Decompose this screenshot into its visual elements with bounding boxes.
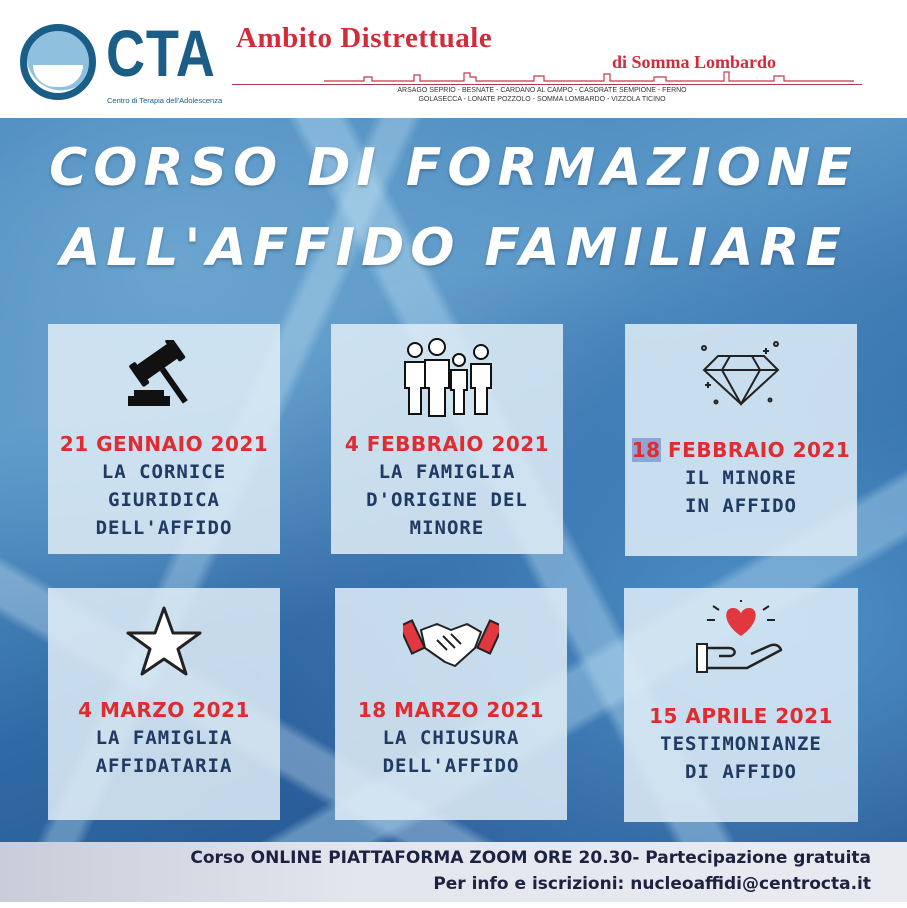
cta-logo-text: CTA [106, 16, 216, 90]
cta-logo [18, 16, 223, 113]
cta-circle-icon [20, 24, 96, 100]
session-topic [48, 724, 280, 780]
session-topic-line: GIURIDICA [108, 489, 220, 511]
session-topic-line: AFFIDATARIA [95, 755, 233, 777]
session-topic [331, 458, 563, 542]
session-topic-line: LA FAMIGLIA [378, 461, 516, 483]
session-topic-line: IL MINORE [685, 467, 797, 489]
poster-background [0, 118, 907, 842]
date-highlight: 18 [631, 438, 661, 462]
poster-title-line-1: CORSO DI FORMAZIONE [49, 138, 858, 198]
family-icon [331, 338, 563, 418]
header [0, 0, 907, 118]
cta-logo-subtitle: Centro di Terapia dell'Adolescenza [107, 96, 223, 105]
handshake-icon [335, 612, 567, 672]
session-card-4 [48, 588, 280, 820]
session-topic-line: LA CORNICE [101, 461, 227, 483]
poster-title-line-2: ALL'AFFIDO FAMILIARE [60, 218, 847, 278]
ambito-logo [232, 22, 872, 112]
session-topic [624, 730, 858, 786]
session-topic [335, 724, 567, 780]
footer-contact-info: Per info e iscrizioni: nucleoaffidi@centrocta.it [433, 874, 871, 894]
star-icon [48, 604, 280, 678]
session-topic-line: D'ORIGINE DEL [366, 489, 528, 511]
session-card-6 [624, 588, 858, 822]
session-card-3 [625, 324, 857, 556]
session-topic-line: DI AFFIDO [685, 761, 797, 783]
session-topic-line: DELL'AFFIDO [95, 517, 233, 539]
session-date: 4 FEBBRAIO 2021 [344, 432, 550, 456]
date-rest: FEBBRAIO 2021 [660, 438, 851, 462]
session-topic-line: IN AFFIDO [685, 495, 797, 517]
heart-hand-icon [624, 600, 858, 676]
towns-list [362, 86, 722, 104]
ambito-divider [232, 84, 862, 85]
footer [0, 842, 907, 902]
session-topic-line: MINORE [409, 517, 485, 539]
session-topic-line: LA CHIUSURA [382, 727, 520, 749]
session-date: 18 MARZO 2021 [357, 698, 545, 722]
session-topic-line: DELL'AFFIDO [382, 755, 520, 777]
diamond-icon [625, 338, 857, 410]
towns-line-2: GOLASECCA - LONATE POZZOLO - SOMMA LOMBARDO - VIZZOLA TICINO [418, 96, 666, 103]
gavel-icon [48, 340, 280, 410]
session-topic [625, 464, 857, 520]
footer-course-info: Corso ONLINE PIATTAFORMA ZOOM ORE 20.30- Partecipazione gratuita [190, 848, 871, 868]
session-card-5 [335, 588, 567, 820]
session-date: 21 GENNAIO 2021 [59, 432, 269, 456]
ambito-subtitle: di Somma Lombardo [612, 52, 777, 72]
session-topic [48, 458, 280, 542]
session-date: 15 APRILE 2021 [649, 704, 833, 728]
towns-line-1: ARSAGO SEPRIO - BESNATE - CARDANO AL CAMPO - CASORATE SEMPIONE - FERNO [397, 87, 687, 94]
session-card-2 [331, 324, 563, 554]
session-topic-line: LA FAMIGLIA [95, 727, 233, 749]
session-date [625, 438, 857, 462]
skyline-icon [324, 70, 854, 82]
session-date: 4 MARZO 2021 [78, 698, 250, 722]
session-card-1 [48, 324, 280, 554]
session-topic-line: TESTIMONIANZE [660, 733, 822, 755]
ambito-title: Ambito Distrettuale [236, 22, 493, 54]
